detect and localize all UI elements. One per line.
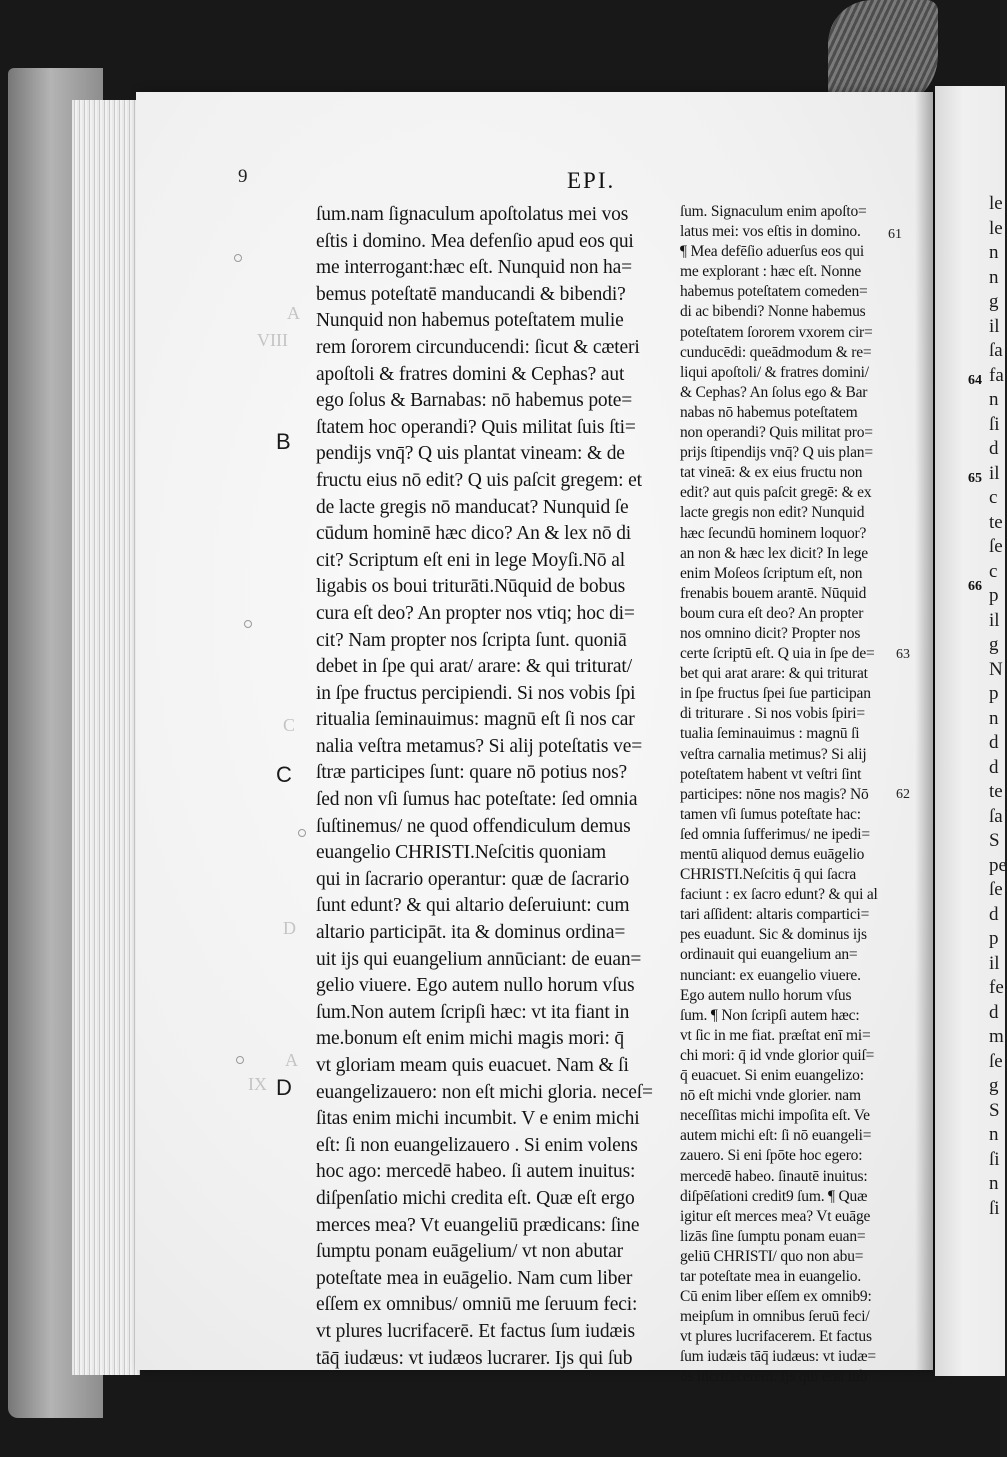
- facing-page-line: ſe: [989, 536, 1003, 557]
- gloss-text-line: lizās ſine ſumptu ponam euan=: [680, 1227, 866, 1245]
- gloss-text-line: poteſtatem ſororem vxorem cir=: [680, 323, 873, 341]
- main-text-line: ligabis os boui triturāti.Nūquid de bobus: [316, 576, 626, 598]
- main-text-line: de lacte gregis nō manducat? Nunquid ſe: [316, 496, 629, 518]
- gloss-text-line: autem michi eſt: ſi nō euangeli=: [680, 1127, 872, 1145]
- main-text-line: ſunt edunt? & qui altario deſeruiunt: cum: [316, 895, 630, 917]
- gloss-text-line: an non & hæc lex dicit? In lege: [680, 544, 868, 562]
- main-text-line: qui in ſacrario operantur: quæ de ſacrario: [316, 868, 630, 890]
- facing-page-line: d: [989, 1001, 999, 1023]
- bleed-through-mark: IX: [248, 1074, 267, 1094]
- main-text-line: cūdum hominē hæc dico? An & lex nō di: [316, 523, 632, 545]
- main-text-line: ego ſolus & Barnabas: nō habemus pote=: [316, 390, 633, 412]
- gloss-text-line: hæc ſecundū hominem loquor?: [680, 524, 867, 542]
- main-text-line: euangelizauero: non eſt michi gloria. neceſ=: [316, 1081, 653, 1103]
- facing-page-line: ſe: [989, 1050, 1003, 1072]
- main-text-line: apoſtoli & fratres domini & Cephas? aut: [316, 363, 625, 385]
- facing-page-line: p: [989, 585, 999, 606]
- facing-page-line: te: [989, 781, 1003, 802]
- binding-hole-dot: [236, 1056, 244, 1064]
- gloss-text-line: os lucrifacerem. Ijs qui erāt ſub: [680, 1368, 868, 1386]
- facing-page-line: ſi: [989, 1148, 1000, 1170]
- gloss-text-line: ſum. Signaculum enim apoſto=: [680, 203, 867, 220]
- facing-page-line: S: [989, 1099, 1000, 1121]
- gloss-text-line: tamen vſi ſumus poteſtate hac:: [680, 805, 861, 823]
- gloss-text-line: certe ſcriptū eſt. Q uia in ſpe de=: [680, 645, 875, 663]
- gloss-text-line: di ac bibendi? Nonne habemus: [680, 303, 866, 321]
- main-text-line: diſpenſatio michi credita eſt. Quæ eſt ergo: [316, 1187, 635, 1209]
- gloss-text-line: CHRISTI.Neſcitis q̄ qui ſacra: [680, 866, 857, 884]
- facing-page-line: d: [989, 732, 999, 753]
- gloss-verse-number: 62: [896, 787, 910, 802]
- facing-page-line: fe: [989, 977, 1004, 998]
- facing-page-line: ſa: [989, 805, 1003, 827]
- facing-page-line: il: [989, 315, 1000, 337]
- gloss-text-line: pes euadunt. Sic & dominus ijs: [680, 926, 867, 944]
- main-text-line: debet in ſpe qui arat/ arare: & qui triturat/: [316, 656, 632, 678]
- gloss-text-line: veſtra carnalia metimus? Si alij: [680, 745, 867, 763]
- gloss-text-line: q̄ euacuet. Si enim euangelizo:: [680, 1067, 864, 1085]
- gloss-text-line: cunducēdi: queādmodum & re=: [680, 343, 872, 361]
- gloss-text-line: bet qui arat arare: & qui triturat: [680, 665, 868, 683]
- gloss-text-line: diſpēſationi credit9 ſum. ¶ Quæ: [680, 1187, 868, 1205]
- facing-page-line: p: [989, 683, 999, 704]
- main-text-line: fructu eius nō edit? Q uis paſcit gregem: et: [316, 469, 642, 491]
- gloss-text-line: in ſpe fructus ſpei ſue participan: [680, 685, 871, 703]
- facing-page-line: pe: [989, 854, 1007, 876]
- facing-page-line: g: [989, 1075, 999, 1096]
- main-text-line: me.bonum eſt enim michi magis mori: q̄: [316, 1028, 625, 1050]
- gloss-text-line: tar poteſtate mea in euangelio.: [680, 1267, 862, 1285]
- page-gutter-shadow: [915, 92, 937, 1370]
- main-text-line: ſum.Non autem ſcripſi hæc: vt ita fiant in: [316, 1001, 630, 1023]
- section-letter-c: C: [276, 762, 292, 787]
- main-text-line: cit? Scriptum eſt eni in lege Moyſi.Nō al: [316, 549, 626, 571]
- facing-page-line: d: [989, 438, 999, 459]
- gloss-text-line: di triturare . Si nos vobis ſpiri=: [680, 705, 865, 723]
- gloss-text-line: & Cephas? An ſolus ego & Bar: [680, 383, 868, 401]
- gloss-text-line: ordinauit qui euangelium an=: [680, 946, 858, 964]
- gloss-text-line: me explorant : hæc eſt. Nonne: [680, 263, 862, 281]
- main-text-line: bemus poteſtatē manducandi & bibendi?: [316, 283, 626, 305]
- gloss-text-line: liqui apoſtoli/ & fratres domini/: [680, 363, 869, 381]
- page-edges: [72, 100, 140, 1375]
- main-text-line: ſuſtinemus/ ne quod offendiculum demus: [316, 815, 631, 837]
- gloss-text-line: poteſtatem habent vt veſtri ſint: [680, 765, 862, 783]
- facing-page-line: p: [989, 928, 999, 949]
- binding-hole-dot: [234, 254, 242, 262]
- main-text-line: ſitas enim michi incumbit. V e enim michi: [316, 1108, 640, 1130]
- gloss-text-column: [680, 202, 914, 1388]
- main-text-line: nalia veſtra metamus? Si alij poteſtatis ve=: [316, 735, 643, 757]
- facing-page-line: N: [989, 658, 1003, 680]
- main-text-line: ſed non vſi ſumus hac poteſtate: ſed omnia: [316, 789, 638, 811]
- main-text-line: eſt: ſi non euangelizauero . Si enim volens: [316, 1134, 638, 1156]
- gloss-text-line: nabas nō habemus poteſtatem: [680, 403, 858, 421]
- main-text-line: rem ſororem circunducendi: ſicut & cæteri: [316, 336, 640, 358]
- facing-page-line: le: [989, 193, 1003, 214]
- gloss-text-line: Cū enim liber eſſem ex omnib9:: [680, 1288, 872, 1306]
- facing-page-line: le: [989, 217, 1003, 239]
- facing-page-line: ſi: [989, 1197, 1000, 1219]
- main-text-line: eſſem ex omnibus/ omniū me ſeruum feci:: [316, 1294, 638, 1316]
- main-text-line: euangelio CHRISTI.Neſcitis quoniam: [316, 842, 607, 864]
- facing-page-line: n: [989, 1124, 999, 1145]
- facing-page-line: te: [989, 511, 1003, 533]
- gloss-text-line: ſed omnia ſufferimus/ ne ipedi=: [680, 825, 870, 843]
- main-text-line: in ſpe fructus percipiendi. Si nos vobis ſpi: [316, 682, 636, 704]
- facing-page-line: il: [989, 462, 1000, 484]
- section-letter-d: D: [276, 1075, 292, 1100]
- gloss-text-line: vt ſic in me fiat. præſtat enī mi=: [680, 1026, 871, 1044]
- main-text-line: me interrogant:hæc eſt. Nunquid non ha=: [316, 257, 632, 279]
- gloss-text-line: edit? aut quis paſcit gregē: & ex: [680, 484, 872, 502]
- bleed-through-mark: VIII: [257, 330, 288, 350]
- section-letter-b: B: [276, 429, 291, 454]
- gloss-text-line: tari aſſident: altaris compartici=: [680, 906, 870, 924]
- gloss-text-line: meipſum in omnibus ſeruū feci/: [680, 1308, 870, 1326]
- main-text-line: altario participāt. ita & dominus ordina=: [316, 922, 626, 944]
- facing-verse-number: 66: [968, 579, 982, 594]
- gloss-text-line: habemus poteſtatem comeden=: [680, 283, 868, 301]
- facing-page-line: g: [989, 291, 999, 312]
- gloss-verse-number: 61: [888, 227, 902, 242]
- gloss-text-line: nos omnino dicit? Propter nos: [680, 624, 861, 642]
- gloss-text-line: ſum. ¶ Non ſcripſi autem hæc:: [680, 1006, 860, 1024]
- main-text-line: eſtis i domino. Mea defenſio apud eos qui: [316, 230, 634, 252]
- facing-page-line: fa: [989, 364, 1004, 386]
- main-text-line: ſtræ participes ſunt: quare nō potius nos?: [316, 762, 628, 784]
- bleed-through-mark: D: [283, 918, 296, 938]
- main-text-line: ſtatem hoc operandi? Quis militat ſuis ſti=: [316, 416, 636, 438]
- gloss-text-line: nō eſt michi vnde glorier. nam: [680, 1087, 861, 1105]
- gloss-text-line: participes: nōne nos magis? Nō: [680, 785, 869, 803]
- gloss-text-line: boum cura eſt deo? An propter: [680, 604, 864, 622]
- facing-page-line: il: [989, 609, 1000, 631]
- gloss-text-line: non operandi? Quis militat pro=: [680, 424, 873, 442]
- facing-page-line: ſe: [989, 879, 1003, 900]
- gloss-text-line: Ego autem nullo horum vſus: [680, 986, 852, 1004]
- gloss-text-line: enim Moſeos ſcriptum eſt, non: [680, 564, 863, 582]
- gloss-verse-number: 63: [896, 647, 910, 662]
- gloss-text-line: zauero. Si eni ſpōte hoc egero:: [680, 1147, 863, 1165]
- main-text-line: ſumptu ponam euāgelium/ vt non abutar: [316, 1241, 623, 1263]
- gloss-text-line: igitur eſt merces mea? Vt euāge: [680, 1207, 871, 1225]
- gloss-text-line: tat vineā: & ex eius fructu non: [680, 464, 863, 482]
- facing-page-fragment: [935, 86, 1005, 1376]
- facing-page-line: n: [989, 707, 999, 729]
- gloss-text-line: tualia ſeminauimus : magnū ſi: [680, 725, 860, 743]
- facing-page-line: d: [989, 756, 999, 778]
- main-text-line: ritualia ſeminauimus: magnū eſt ſi nos car: [316, 709, 635, 731]
- gloss-text-line: ſum iudæis tāq̄ iudæus: vt iudæ=: [680, 1348, 876, 1366]
- main-text-line: uit ijs qui euangelium annūciant: de euan=: [316, 948, 642, 970]
- main-text-line: hoc ago: mercedē habeo. ſi autem inuitus:: [316, 1161, 636, 1183]
- bleed-through-mark: A: [285, 1050, 298, 1070]
- facing-page-line: g: [989, 634, 999, 655]
- running-header: EPI.: [567, 168, 616, 193]
- facing-page-text: [935, 192, 1007, 1221]
- facing-page-line: n: [989, 242, 999, 263]
- main-text-line: gelio viuere. Ego autem nullo horum vſus: [316, 975, 635, 997]
- gloss-text-line: vt plures lucrifacerem. Et factus: [680, 1328, 872, 1346]
- gloss-text-line: mentū aliquod demus euāgelio: [680, 846, 865, 863]
- facing-page-line: ſa: [989, 340, 1003, 361]
- gloss-text-line: lacte gregis non edit? Nunquid: [680, 504, 865, 522]
- main-text-line: poteſtate mea in euāgelio. Nam cum liber: [316, 1267, 633, 1289]
- facing-page-line: d: [989, 903, 999, 925]
- gloss-text-line: chi mori: q̄ id vnde glorior quiſ=: [680, 1046, 875, 1064]
- main-text-line: ſum.nam ſignaculum apoſtolatus mei vos: [316, 204, 629, 225]
- facing-page-line: n: [989, 266, 999, 288]
- facing-page-line: c: [989, 487, 998, 508]
- facing-page-line: il: [989, 952, 1000, 974]
- gloss-text-line: neceſſitas michi impoſita eſt. Ve: [680, 1107, 870, 1125]
- main-text-line: merces mea? Vt euangeliū prædicans: ſine: [316, 1214, 640, 1236]
- main-text-line: pendijs vnq̄? Q uis plantat vineam: & de: [316, 443, 625, 465]
- main-text-line: vt gloriam meam quis euacuet. Nam & ſi: [316, 1055, 629, 1076]
- facing-page-line: c: [989, 560, 998, 582]
- bleed-through-mark: C: [283, 715, 296, 735]
- gloss-text-line: ¶ Mea defēſio aduerſus eos qui: [680, 243, 864, 261]
- main-text-line: Nunquid non habemus poteſtatem mulie: [316, 310, 624, 332]
- gloss-text-line: nunciant: ex euangelio viuere.: [680, 966, 861, 984]
- facing-verse-number: 65: [968, 471, 982, 486]
- folio-number: 9: [238, 166, 248, 187]
- bleed-through-mark: A: [287, 303, 300, 323]
- main-text-column: [316, 202, 656, 1372]
- facing-page-line: n: [989, 1173, 999, 1194]
- facing-page-line: n: [989, 389, 999, 410]
- gloss-text-line: frenabis bouem arantē. Nūquid: [680, 584, 867, 602]
- facing-page-line: ſi: [989, 413, 1000, 435]
- gloss-text-line: prijs ſtipendijs vnq̄? Q uis plan=: [680, 444, 873, 462]
- facing-page-line: m: [989, 1026, 1004, 1047]
- binding-hole-dot: [244, 620, 252, 628]
- main-text-line: tāq̄ iudæus: vt iudæos lucrarer. Ijs qui ſub: [316, 1347, 633, 1369]
- gloss-text-line: faciunt : ex ſacro edunt? & qui al: [680, 886, 878, 904]
- main-text-line: cura eſt deo? An propter nos vtiq; hoc di=: [316, 602, 635, 624]
- gloss-text-line: latus mei: vos eſtis in domino.: [680, 223, 861, 241]
- gloss-text-line: geliū CHRISTI/ quo non abu=: [680, 1247, 864, 1265]
- binding-hole-dot: [298, 829, 306, 837]
- main-text-line: cit? Nam propter nos ſcripta ſunt. quoniā: [316, 629, 627, 651]
- gloss-text-line: mercedē habeo. ſinautē inuitus:: [680, 1167, 868, 1185]
- facing-page-line: S: [989, 830, 1000, 851]
- facing-verse-number: 64: [968, 373, 982, 388]
- main-text-line: vt plures lucrifacerē. Et factus ſum iudæis: [316, 1320, 635, 1342]
